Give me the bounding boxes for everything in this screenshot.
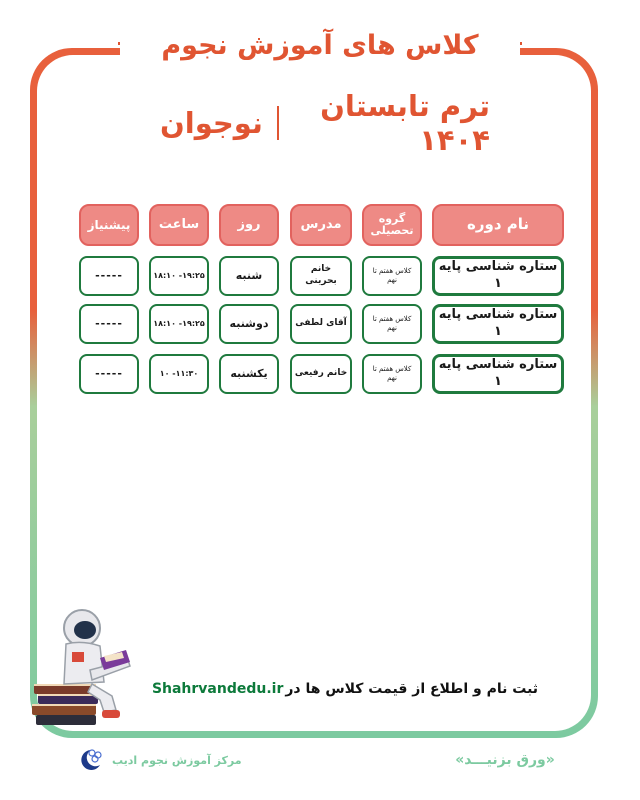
table-row-2-group: کلاس هفتم تا نهم bbox=[362, 304, 422, 344]
table-row-2-time: ۱۹:۲۵- ۱۸:۱۰ bbox=[149, 304, 209, 344]
registration-text: ثبت نام و اطلاع از قیمت کلاس ها در bbox=[285, 681, 539, 697]
column-header-teacher: مدرس bbox=[290, 204, 352, 246]
column-header-time: ساعت bbox=[149, 204, 209, 246]
table-row-3-prereq: ----- bbox=[79, 354, 139, 394]
term-title: ترم تابستان ۱۴۰۴ bbox=[320, 89, 490, 157]
table-row-3-course: ستاره شناسی پایه ۱ bbox=[432, 354, 564, 394]
audience-title: نوجوان bbox=[160, 106, 263, 140]
adib-logo-icon bbox=[80, 747, 104, 773]
table-row-1-teacher: خانم بحرینی bbox=[290, 256, 352, 296]
astronaut-reading-illustration bbox=[30, 600, 150, 728]
main-title-text: کلاس های آموزش نجوم bbox=[161, 29, 479, 61]
registration-line bbox=[150, 676, 540, 702]
main-title bbox=[120, 22, 520, 68]
table-row-2-day: دوشنبه bbox=[219, 304, 279, 344]
table-row-2-teacher: آقای لطفی bbox=[290, 304, 352, 344]
table-row-3-group: کلاس هفتم تا نهم bbox=[362, 354, 422, 394]
table-row-3-time: ۱۱:۳۰- ۱۰ bbox=[149, 354, 209, 394]
subtitle bbox=[160, 89, 490, 157]
table-row-1-time: ۱۹:۲۵- ۱۸:۱۰ bbox=[149, 256, 209, 296]
column-header-day: روز bbox=[219, 204, 279, 246]
subtitle-separator bbox=[277, 106, 279, 140]
swipe-hint: «ورق بزنیـــد» bbox=[455, 752, 555, 768]
org-name: مرکز آموزش نجوم ادیب bbox=[112, 753, 242, 767]
table-row-3-day: یکشنبه bbox=[219, 354, 279, 394]
table-row-3-teacher: خانم رفیعی bbox=[290, 354, 352, 394]
table-row-1-course: ستاره شناسی پایه ۱ bbox=[432, 256, 564, 296]
table-row-2-course: ستاره شناسی پایه ۱ bbox=[432, 304, 564, 344]
table-row-2-prereq: ----- bbox=[79, 304, 139, 344]
footer-branding bbox=[80, 745, 242, 775]
column-header-prereq: پیشنیاز bbox=[79, 204, 139, 246]
table-row-1-group: کلاس هفتم تا نهم bbox=[362, 256, 422, 296]
website-link[interactable]: Shahrvandedu.ir bbox=[151, 681, 284, 697]
table-row-1-prereq: ----- bbox=[79, 256, 139, 296]
table-row-1-day: شنبه bbox=[219, 256, 279, 296]
column-header-course: نام دوره bbox=[432, 204, 564, 246]
column-header-group: گروه تحصیلی bbox=[362, 204, 422, 246]
